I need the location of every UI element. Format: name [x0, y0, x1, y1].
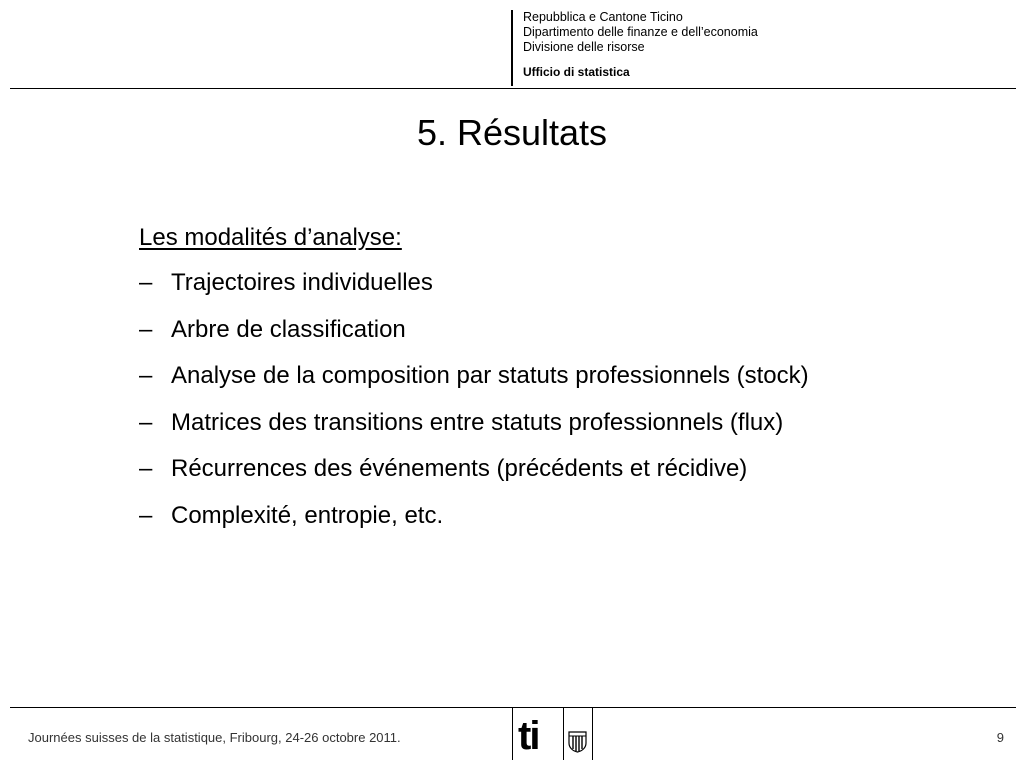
list-item-text: Récurrences des événements (précédents et récidive)	[171, 455, 748, 482]
content-intro: Les modalités d’analyse:	[139, 224, 402, 251]
footer-divider	[563, 708, 564, 760]
header-office-name: Ufficio di statistica	[523, 65, 630, 79]
header-line-division: Divisione delle risorse	[523, 40, 645, 54]
list-item	[139, 267, 999, 299]
dash-bullet: –	[139, 315, 153, 343]
list-item-text: Analyse de la composition par statuts professionnels (stock)	[171, 362, 809, 389]
footer-divider	[592, 708, 593, 760]
header-rule	[10, 88, 1016, 89]
dash-bullet: –	[139, 455, 153, 482]
list-item-text: Trajectoires individuelles	[171, 269, 433, 296]
list-item	[139, 500, 999, 532]
coat-of-arms-shield-icon	[568, 731, 587, 753]
dash-bullet: –	[139, 408, 153, 436]
list-item	[139, 453, 999, 485]
slide-content	[139, 222, 999, 546]
list-item	[139, 360, 999, 392]
list-item-text: Complexité, entropie, etc.	[171, 501, 444, 529]
header-vertical-divider	[511, 10, 513, 86]
header-institution-block	[523, 10, 758, 80]
list-item	[139, 407, 999, 439]
header-line-canton: Repubblica e Cantone Ticino	[523, 10, 683, 24]
footer-event-text: Journées suisses de la statistique, Fribourg, 24-26 octobre 2011.	[28, 730, 401, 745]
page-number: 9	[996, 730, 1004, 745]
header-line-department: Dipartimento delle finanze e dell’economia	[523, 25, 758, 39]
list-item-text: Matrices des transitions entre statuts professionnels (flux)	[171, 408, 784, 436]
footer-divider	[512, 708, 513, 760]
dash-bullet: –	[139, 501, 153, 529]
bullet-list	[139, 267, 999, 532]
dash-bullet: –	[139, 362, 153, 389]
list-item	[139, 314, 999, 346]
dash-bullet: –	[139, 269, 153, 296]
footer-rule	[10, 707, 1016, 708]
ticino-logo-text: ti	[518, 714, 539, 755]
ticino-logo-icon	[517, 713, 557, 755]
list-item-text: Arbre de classification	[171, 315, 406, 343]
slide-title: 5. Résultats	[416, 112, 608, 153]
